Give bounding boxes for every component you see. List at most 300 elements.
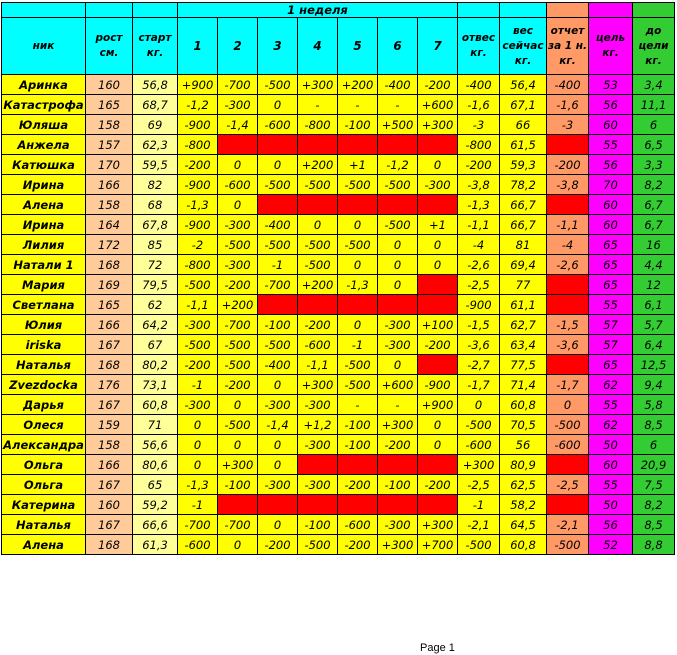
cell-nick: Дарья [2,395,86,415]
table-row [2,455,675,475]
cell-start: 65 [133,475,178,495]
cell-day: -100 [338,415,378,435]
cell-start: 68 [133,195,178,215]
cell-report: -4 [547,235,589,255]
cell-day: -100 [298,515,338,535]
cell-day: -500 [218,415,258,435]
cell-day: 0 [258,375,298,395]
cell-nick: Лилия [2,235,86,255]
cell-height: 166 [86,455,133,475]
cell-day [338,455,378,475]
cell-day: - [378,95,418,115]
cell-goal: 65 [589,275,633,295]
cell-day: -300 [178,395,218,415]
cell-report: -1,7 [547,375,589,395]
cell-start: 67 [133,335,178,355]
cell-day: 0 [258,515,298,535]
cell-height: 164 [86,215,133,235]
cell-day: -500 [178,275,218,295]
table-row [2,395,675,415]
cell-day: -500 [338,235,378,255]
cell-nick: Катерина [2,495,86,515]
col-header-day: 3 [258,18,298,75]
cell-nick: Олеся [2,415,86,435]
cell-day: -300 [378,335,418,355]
col-header-start: старт кг. [133,18,178,75]
cell-day: -1,3 [338,275,378,295]
cell-height: 159 [86,415,133,435]
cell-weight-now: 60,8 [500,535,547,555]
cell-day: -1 [338,335,378,355]
cell-height: 176 [86,375,133,395]
cell-goal: 55 [589,475,633,495]
cell-nick: Светлана [2,295,86,315]
cell-height: 169 [86,275,133,295]
cell-nick: Наталья [2,515,86,535]
cell-goal: 56 [589,515,633,535]
cell-report: -3,6 [547,335,589,355]
cell-nick: Анжела [2,135,86,155]
cell-to-goal: 11,1 [633,95,675,115]
cell-goal: 50 [589,435,633,455]
cell-day: 0 [418,435,458,455]
cell-day: +200 [338,75,378,95]
cell-day: -200 [338,535,378,555]
cell-day [378,195,418,215]
cell-day: -500 [218,235,258,255]
cell-goal: 53 [589,75,633,95]
cell-start: 61,3 [133,535,178,555]
cell-day: 0 [338,315,378,335]
cell-report: -500 [547,535,589,555]
cell-report: -2,6 [547,255,589,275]
cell-weight-now: 77 [500,275,547,295]
cell-day: -900 [178,215,218,235]
cell-day: -600 [258,115,298,135]
cell-day: -1,1 [298,355,338,375]
col-header-day: 5 [338,18,378,75]
cell-nick: Ольга [2,475,86,495]
cell-start: 66,6 [133,515,178,535]
cell-goal: 60 [589,115,633,135]
cell-weight-now: 69,4 [500,255,547,275]
cell-to-goal: 8,8 [633,535,675,555]
header-blank [133,3,178,18]
cell-day: - [378,395,418,415]
col-header-day: 4 [298,18,338,75]
cell-day: -500 [378,175,418,195]
cell-day: -900 [178,115,218,135]
cell-weighed: -400 [458,75,500,95]
cell-day: 0 [258,435,298,455]
cell-day [418,135,458,155]
table-row [2,355,675,375]
cell-weighed: -1,7 [458,375,500,395]
cell-weight-now: 63,4 [500,335,547,355]
cell-day: -1,4 [218,115,258,135]
cell-report [547,495,589,515]
cell-report: -2,1 [547,515,589,535]
cell-to-goal: 12,5 [633,355,675,375]
cell-start: 60,8 [133,395,178,415]
cell-day: -1,4 [258,415,298,435]
cell-height: 167 [86,475,133,495]
cell-nick: Ирина [2,175,86,195]
header-blank [547,3,589,18]
cell-day: 0 [418,255,458,275]
cell-report: -1,1 [547,215,589,235]
cell-to-goal: 6 [633,115,675,135]
col-header-day: 2 [218,18,258,75]
cell-day: 0 [218,535,258,555]
col-header-day: 1 [178,18,218,75]
cell-day: +700 [418,535,458,555]
cell-day: 0 [378,255,418,275]
table-row [2,295,675,315]
cell-to-goal: 8,5 [633,515,675,535]
cell-weight-now: 71,4 [500,375,547,395]
cell-day: -500 [258,235,298,255]
cell-day: -700 [218,515,258,535]
cell-day: 0 [378,355,418,375]
table-row [2,255,675,275]
cell-day [378,455,418,475]
cell-report [547,355,589,375]
cell-day: -200 [298,315,338,335]
cell-day: -800 [298,115,338,135]
cell-day: -100 [378,475,418,495]
cell-day: -600 [218,175,258,195]
cell-nick: Zvezdocka [2,375,86,395]
cell-day: -700 [178,515,218,535]
cell-nick: Наталья [2,355,86,375]
cell-day: -700 [218,75,258,95]
cell-weight-now: 77,5 [500,355,547,375]
cell-day: -1,1 [178,295,218,315]
cell-nick: Натали 1 [2,255,86,275]
cell-weighed: 0 [458,395,500,415]
cell-start: 73,1 [133,375,178,395]
cell-weight-now: 62,7 [500,315,547,335]
cell-weighed: -1,1 [458,215,500,235]
cell-day: 0 [338,215,378,235]
cell-height: 166 [86,175,133,195]
cell-day: 0 [178,415,218,435]
header-blank [458,3,500,18]
cell-nick: Мария [2,275,86,295]
cell-report [547,455,589,475]
header-row-columns [2,18,675,75]
cell-to-goal: 20,9 [633,455,675,475]
weight-table [1,2,675,555]
cell-height: 166 [86,315,133,335]
col-header-to-goal: до цели кг. [633,18,675,75]
cell-start: 80,2 [133,355,178,375]
cell-day: -900 [418,375,458,395]
cell-to-goal: 8,2 [633,175,675,195]
cell-goal: 57 [589,335,633,355]
cell-to-goal: 6,1 [633,295,675,315]
cell-day [378,295,418,315]
cell-report: -600 [547,435,589,455]
cell-start: 82 [133,175,178,195]
cell-day: 0 [378,235,418,255]
cell-day: +500 [378,115,418,135]
cell-goal: 65 [589,355,633,375]
cell-report: -1,5 [547,315,589,335]
cell-day [418,275,458,295]
cell-nick: Аринка [2,75,86,95]
cell-day: +200 [298,155,338,175]
cell-day: +300 [218,455,258,475]
cell-day: 0 [418,235,458,255]
cell-day: -1,3 [178,475,218,495]
cell-day: -500 [258,175,298,195]
cell-day: -300 [298,475,338,495]
cell-day [378,135,418,155]
cell-day [378,495,418,515]
cell-to-goal: 16 [633,235,675,255]
cell-nick: Александра [2,435,86,455]
cell-goal: 62 [589,375,633,395]
cell-height: 158 [86,435,133,455]
cell-day: 0 [218,395,258,415]
cell-day: +300 [418,115,458,135]
cell-height: 170 [86,155,133,175]
header-blank [589,3,633,18]
cell-day: -300 [298,435,338,455]
cell-to-goal: 8,5 [633,415,675,435]
cell-report [547,275,589,295]
cell-nick: Юляша [2,115,86,135]
cell-day [218,495,258,515]
cell-weight-now: 81 [500,235,547,255]
col-header-day: 7 [418,18,458,75]
cell-day: -2 [178,235,218,255]
cell-report: -200 [547,155,589,175]
cell-day: -200 [418,475,458,495]
col-header-weight-now: вес сейчас кг. [500,18,547,75]
table-row [2,115,675,135]
cell-goal: 60 [589,215,633,235]
cell-weighed: -1 [458,495,500,515]
cell-report: 0 [547,395,589,415]
cell-day [258,495,298,515]
cell-day [338,495,378,515]
week-label: 1 неделя [178,3,458,18]
cell-weighed: -500 [458,415,500,435]
cell-day [418,295,458,315]
cell-weight-now: 67,1 [500,95,547,115]
cell-weight-now: 64,5 [500,515,547,535]
cell-report: -2,5 [547,475,589,495]
cell-day: -200 [338,475,378,495]
cell-day: -500 [258,75,298,95]
cell-day: -900 [178,175,218,195]
cell-to-goal: 6,7 [633,195,675,215]
cell-day: -300 [218,255,258,275]
table-row [2,95,675,115]
cell-day: -500 [338,355,378,375]
cell-goal: 65 [589,255,633,275]
cell-day: -200 [218,375,258,395]
cell-report [547,135,589,155]
cell-day: -400 [378,75,418,95]
cell-start: 59,5 [133,155,178,175]
cell-day: -300 [218,215,258,235]
cell-nick: Катюшка [2,155,86,175]
cell-day: +300 [418,515,458,535]
cell-day: - [338,95,378,115]
cell-goal: 55 [589,295,633,315]
cell-goal: 60 [589,195,633,215]
cell-day [298,295,338,315]
cell-day: -500 [378,215,418,235]
cell-weight-now: 58,2 [500,495,547,515]
cell-start: 56,6 [133,435,178,455]
cell-day: +1 [338,155,378,175]
cell-height: 160 [86,495,133,515]
cell-weighed: -600 [458,435,500,455]
cell-day: +300 [378,415,418,435]
cell-to-goal: 9,4 [633,375,675,395]
cell-to-goal: 7,5 [633,475,675,495]
cell-day: 0 [218,155,258,175]
cell-day: -300 [298,395,338,415]
cell-weighed: -1,3 [458,195,500,215]
cell-weight-now: 70,5 [500,415,547,435]
cell-day: 0 [298,215,338,235]
cell-day [258,135,298,155]
cell-nick: Ольга [2,455,86,475]
cell-nick: Юлия [2,315,86,335]
col-header-report: отчет за 1 н. кг. [547,18,589,75]
table-row [2,475,675,495]
cell-day: -500 [298,175,338,195]
cell-day: +900 [178,75,218,95]
cell-day: +300 [378,535,418,555]
col-header-nick: ник [2,18,86,75]
cell-weighed: -3 [458,115,500,135]
cell-start: 56,8 [133,75,178,95]
cell-day: -100 [218,475,258,495]
cell-day: -500 [298,535,338,555]
cell-to-goal: 5,7 [633,315,675,335]
cell-day: -500 [178,335,218,355]
cell-day: -100 [258,315,298,335]
cell-height: 165 [86,95,133,115]
cell-height: 158 [86,115,133,135]
cell-weight-now: 61,1 [500,295,547,315]
cell-weight-now: 80,9 [500,455,547,475]
cell-day: -300 [378,315,418,335]
cell-day: -800 [178,255,218,275]
cell-day: -300 [218,95,258,115]
cell-day: -500 [218,335,258,355]
cell-weighed: -2,1 [458,515,500,535]
cell-day: -1 [178,495,218,515]
table-row [2,195,675,215]
table-row [2,335,675,355]
cell-day: -500 [338,175,378,195]
cell-goal: 52 [589,535,633,555]
cell-day [258,195,298,215]
cell-report: -1,6 [547,95,589,115]
cell-weighed: -900 [458,295,500,315]
cell-weight-now: 78,2 [500,175,547,195]
cell-day [298,135,338,155]
cell-start: 59,2 [133,495,178,515]
cell-day: -200 [258,535,298,555]
cell-goal: 60 [589,455,633,475]
cell-start: 72 [133,255,178,275]
cell-day: +600 [418,95,458,115]
cell-start: 69 [133,115,178,135]
cell-nick: iriska [2,335,86,355]
table-row [2,495,675,515]
cell-day [418,495,458,515]
cell-weighed: -800 [458,135,500,155]
table-row [2,515,675,535]
cell-weighed: -3,6 [458,335,500,355]
cell-day: 0 [258,95,298,115]
cell-height: 172 [86,235,133,255]
cell-day: -500 [298,235,338,255]
cell-height: 165 [86,295,133,315]
cell-height: 167 [86,395,133,415]
col-header-goal: цель кг. [589,18,633,75]
col-header-weighed: отвес кг. [458,18,500,75]
cell-day [258,295,298,315]
cell-day: -200 [418,75,458,95]
cell-start: 79,5 [133,275,178,295]
cell-day: -200 [418,335,458,355]
header-blank [500,3,547,18]
cell-goal: 62 [589,415,633,435]
cell-start: 68,7 [133,95,178,115]
table-row [2,275,675,295]
cell-day: -1,2 [178,95,218,115]
cell-weight-now: 56,4 [500,75,547,95]
cell-start: 80,6 [133,455,178,475]
cell-start: 64,2 [133,315,178,335]
cell-day: - [338,395,378,415]
cell-day: 0 [218,195,258,215]
cell-height: 158 [86,195,133,215]
cell-day [298,195,338,215]
cell-goal: 65 [589,235,633,255]
cell-day: -1 [178,375,218,395]
cell-weighed: -2,7 [458,355,500,375]
cell-goal: 56 [589,95,633,115]
cell-height: 168 [86,535,133,555]
cell-nick: Алена [2,195,86,215]
cell-day: +300 [298,75,338,95]
cell-height: 168 [86,255,133,275]
cell-day [338,295,378,315]
cell-to-goal: 12 [633,275,675,295]
cell-height: 160 [86,75,133,95]
cell-day: -300 [258,395,298,415]
cell-start: 85 [133,235,178,255]
table-row [2,315,675,335]
cell-day: 0 [378,275,418,295]
cell-weighed: -200 [458,155,500,175]
cell-day [298,455,338,475]
cell-weight-now: 56 [500,435,547,455]
cell-weighed: -2,5 [458,275,500,295]
cell-weight-now: 66,7 [500,195,547,215]
